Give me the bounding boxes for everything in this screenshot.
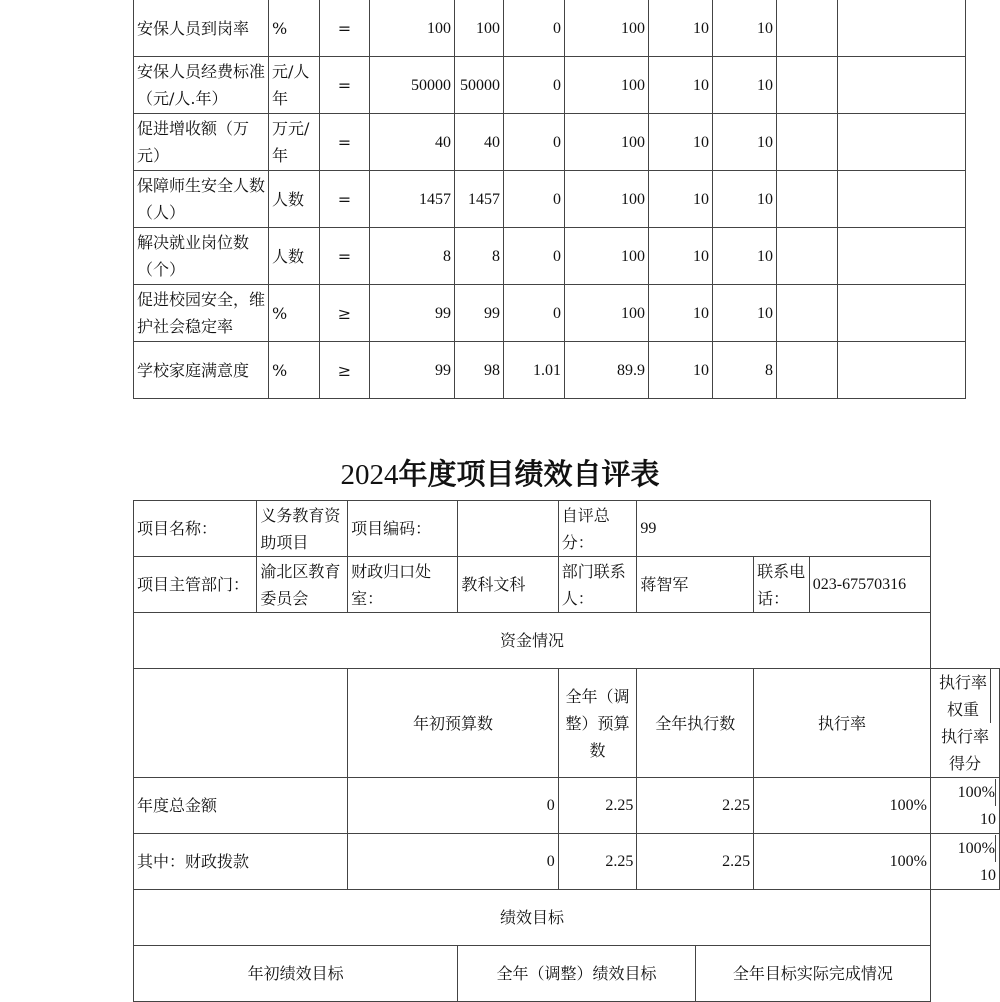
- indicator-weight: 10: [649, 228, 713, 285]
- indicator-extra-1: [777, 114, 838, 171]
- funds-section-title: 资金情况: [134, 613, 931, 669]
- indicator-extra-2: [838, 171, 966, 228]
- dept-value: 渝北区教育委员会: [257, 557, 348, 613]
- indicator-deviation: 0: [504, 0, 565, 57]
- indicator-name: 促进增收额（万元）: [134, 114, 269, 171]
- indicator-target: 1457: [370, 171, 455, 228]
- funds-rate: 100%: [754, 778, 931, 834]
- indicator-target: 99: [370, 285, 455, 342]
- indicator-score: 10: [713, 228, 777, 285]
- indicator-deviation: 1.01: [504, 342, 565, 399]
- project-name-label: 项目名称：: [134, 501, 257, 557]
- indicator-extra-1: [777, 342, 838, 399]
- self-eval-table: [133, 500, 1000, 1002]
- funds-row-label: 年度总金额: [134, 778, 348, 834]
- indicator-actual: 98: [455, 342, 504, 399]
- title-text: 年度项目绩效自评表: [398, 457, 660, 491]
- indicator-actual: 1457: [455, 171, 504, 228]
- dept-label: 项目主管部门：: [134, 557, 257, 613]
- indicator-actual: 100: [455, 0, 504, 57]
- indicator-extra-1: [777, 228, 838, 285]
- indicator-extra-2: [838, 0, 966, 57]
- info-row-1: [134, 501, 1000, 557]
- indicator-rate: 100: [565, 171, 649, 228]
- indicator-target: 100: [370, 0, 455, 57]
- funds-initial: 0: [348, 834, 559, 890]
- indicator-name: 促进校园安全，维护社会稳定率: [134, 285, 269, 342]
- indicator-row: [134, 228, 966, 285]
- indicator-target: 8: [370, 228, 455, 285]
- indicator-extra-1: [777, 57, 838, 114]
- goals-header-actual: 全年目标实际完成情况: [695, 946, 930, 1002]
- funds-weight-score: [931, 834, 1000, 890]
- indicator-unit: 元/人年: [269, 57, 320, 114]
- funds-initial: 0: [348, 778, 559, 834]
- indicator-actual: 8: [455, 228, 504, 285]
- funds-adjusted: 2.25: [558, 834, 637, 890]
- indicator-extra-2: [838, 342, 966, 399]
- page-title: [0, 452, 1000, 493]
- indicator-unit: 人数: [269, 171, 320, 228]
- funds-row-total: [134, 778, 1000, 834]
- contact-label: 部门联系人：: [558, 557, 637, 613]
- indicator-table: [133, 0, 966, 399]
- contact-value: 蒋智军: [637, 557, 754, 613]
- indicator-operator: =: [320, 57, 370, 114]
- total-score-value: 99: [637, 501, 931, 557]
- indicator-target: 40: [370, 114, 455, 171]
- funds-header-row: [134, 669, 1000, 778]
- goals-header-initial: 年初绩效目标: [134, 946, 458, 1002]
- funds-weight-score: [931, 778, 1000, 834]
- indicator-extra-2: [838, 285, 966, 342]
- indicator-unit: %: [269, 342, 320, 399]
- indicator-weight: 10: [649, 342, 713, 399]
- funds-row-fiscal: [134, 834, 1000, 890]
- funds-weight: 100%: [941, 835, 996, 862]
- funds-executed: 2.25: [637, 834, 754, 890]
- indicator-row: [134, 57, 966, 114]
- indicator-rate: 100: [565, 285, 649, 342]
- funds-rate: 100%: [754, 834, 931, 890]
- indicator-rate: 89.9: [565, 342, 649, 399]
- indicator-unit: %: [269, 285, 320, 342]
- indicator-name: 保障师生安全人数（人）: [134, 171, 269, 228]
- indicator-extra-1: [777, 285, 838, 342]
- indicator-deviation: 0: [504, 57, 565, 114]
- project-name-value: 义务教育资助项目: [257, 501, 348, 557]
- funds-weight: 100%: [941, 779, 996, 806]
- phone-label: 联系电话：: [754, 557, 810, 613]
- goals-section-title: 绩效目标: [134, 890, 931, 946]
- funds-header-executed: 全年执行数: [637, 669, 754, 778]
- indicator-name: 安保人员到岗率: [134, 0, 269, 57]
- indicator-rate: 100: [565, 57, 649, 114]
- funds-score: 10: [980, 866, 996, 884]
- goals-section-row: [134, 890, 1000, 946]
- indicator-row: [134, 285, 966, 342]
- indicator-weight: 10: [649, 114, 713, 171]
- indicator-score: 10: [713, 57, 777, 114]
- indicator-deviation: 0: [504, 114, 565, 171]
- indicator-score: 10: [713, 0, 777, 57]
- indicator-unit: 人数: [269, 228, 320, 285]
- indicator-deviation: 0: [504, 285, 565, 342]
- finance-office-label: 财政归口处室：: [348, 557, 458, 613]
- indicator-deviation: 0: [504, 171, 565, 228]
- indicator-row: [134, 171, 966, 228]
- funds-header-score: 执行率得分: [940, 727, 989, 773]
- indicator-extra-1: [777, 171, 838, 228]
- indicator-extra-1: [777, 0, 838, 57]
- indicator-operator: =: [320, 114, 370, 171]
- indicator-weight: 10: [649, 57, 713, 114]
- funds-header-blank: [134, 669, 348, 778]
- total-score-label: 自评总分：: [558, 501, 637, 557]
- indicator-rate: 100: [565, 0, 649, 57]
- title-year: 2024: [340, 459, 399, 491]
- indicator-operator: =: [320, 228, 370, 285]
- indicator-score: 10: [713, 114, 777, 171]
- finance-office-value: 教科文科: [458, 557, 558, 613]
- indicator-operator: =: [320, 0, 370, 57]
- funds-executed: 2.25: [637, 778, 754, 834]
- indicator-name: 学校家庭满意度: [134, 342, 269, 399]
- funds-adjusted: 2.25: [558, 778, 637, 834]
- phone-value: 023-67570316: [809, 557, 930, 613]
- indicator-unit: %: [269, 0, 320, 57]
- indicator-row: [134, 342, 966, 399]
- indicator-weight: 10: [649, 0, 713, 57]
- funds-header-weight: 执行率权重: [936, 669, 991, 723]
- info-row-2: [134, 557, 1000, 613]
- indicator-extra-2: [838, 228, 966, 285]
- indicator-weight: 10: [649, 285, 713, 342]
- indicator-rate: 100: [565, 114, 649, 171]
- indicator-deviation: 0: [504, 228, 565, 285]
- project-code-value: [458, 501, 558, 557]
- indicator-actual: 99: [455, 285, 504, 342]
- indicator-score: 8: [713, 342, 777, 399]
- indicator-actual: 40: [455, 114, 504, 171]
- indicator-operator: ≥: [320, 285, 370, 342]
- goals-header-row: [134, 946, 1000, 1002]
- funds-header-initial: 年初预算数: [348, 669, 559, 778]
- indicator-row: [134, 0, 966, 57]
- indicator-name: 解决就业岗位数（个）: [134, 228, 269, 285]
- indicator-score: 10: [713, 285, 777, 342]
- indicator-extra-2: [838, 114, 966, 171]
- funds-section-row: [134, 613, 1000, 669]
- funds-header-weight-score: [931, 669, 1000, 778]
- funds-header-rate: 执行率: [754, 669, 931, 778]
- indicator-rate: 100: [565, 228, 649, 285]
- funds-row-label: 其中：财政拨款: [134, 834, 348, 890]
- indicator-extra-2: [838, 57, 966, 114]
- funds-score: 10: [980, 810, 996, 828]
- indicator-unit: 万元/年: [269, 114, 320, 171]
- indicator-weight: 10: [649, 171, 713, 228]
- indicator-operator: ≥: [320, 342, 370, 399]
- funds-header-adjusted: 全年（调整）预算数: [558, 669, 637, 778]
- indicator-target: 50000: [370, 57, 455, 114]
- indicator-target: 99: [370, 342, 455, 399]
- goals-header-adjusted: 全年（调整）绩效目标: [458, 946, 695, 1002]
- indicator-row: [134, 114, 966, 171]
- indicator-actual: 50000: [455, 57, 504, 114]
- indicator-score: 10: [713, 171, 777, 228]
- indicator-operator: =: [320, 171, 370, 228]
- indicator-name: 安保人员经费标准（元/人.年）: [134, 57, 269, 114]
- project-code-label: 项目编码：: [348, 501, 458, 557]
